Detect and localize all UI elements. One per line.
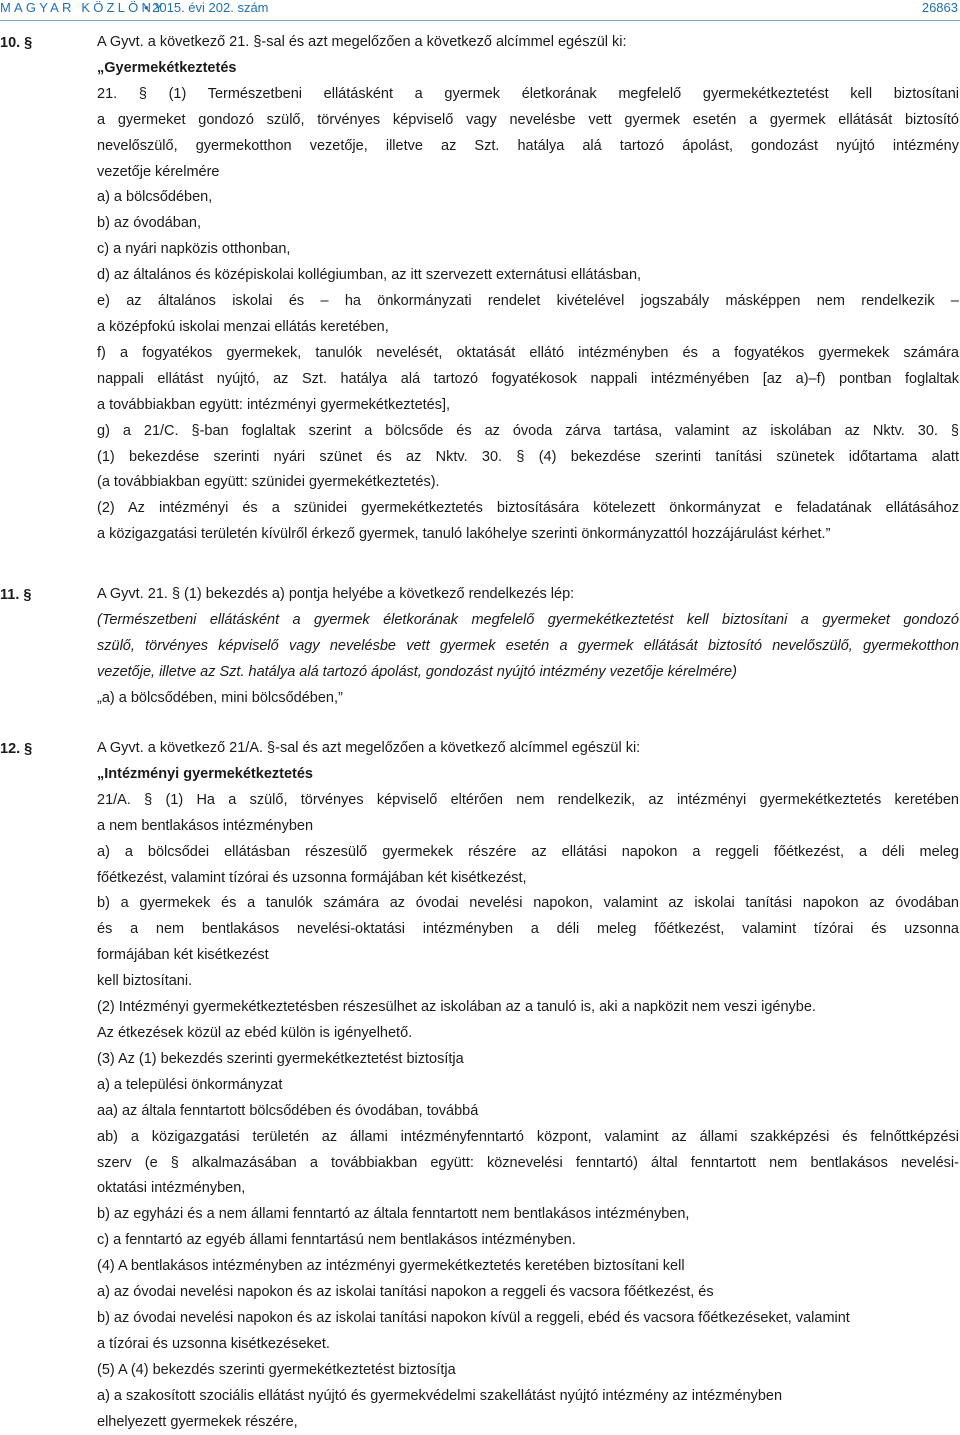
text-line: c) a nyári napközis otthonban, (97, 241, 291, 258)
text-line: (4) A bentlakásos intézményben az intézményi gyermekétkeztetés keretében biztosítani kell (97, 1258, 685, 1275)
text-line: „Gyermekétkeztetés (97, 59, 237, 76)
text-line: a továbbiakban együtt: intézményi gyermekétkeztetés], (97, 396, 451, 413)
text-line: (2) Az intézményi és a szünidei gyermekétkeztetés biztosítására kötelezett önkormányzat e feladatának ellátásához (97, 500, 959, 517)
text-line: b) a gyermekek és a tanulók számára az óvodai nevelési napokon, valamint az iskolai tanítási napokon az óvodában (97, 895, 959, 912)
text-line: d) az általános és középiskolai kollégiumban, az itt szervezett externátusi ellátásban, (97, 267, 642, 284)
text-line: nappali ellátást nyújtó, az Szt. hatálya alá tartozó fogyatékosok nappali intézményében [az a)–f) pontban foglaltak (97, 370, 959, 387)
text-line: g) a 21/C. §-ban foglaltak szerint a bölcsőde és az óvoda zárva tartása, valamint az iskolában az Nktv. 30. § (97, 422, 959, 439)
text-line: f) a fogyatékos gyermekek, tanulók nevelését, oktatását ellátó intézményben és a fogyatékos gyermekek számára (97, 344, 959, 361)
text-line: A Gyvt. 21. § (1) bekezdés a) pontja helyébe a következő rendelkezés lép: (97, 586, 575, 602)
text-line: (5) A (4) bekezdés szerinti gyermekétkeztetést biztosítja (97, 1361, 456, 1378)
section-number: 10. § (0, 35, 33, 51)
text-line: a) a települési önkormányzat (97, 1076, 283, 1093)
text-line: e) az általános iskolai és – ha önkormányzati rendelet kivételével jogszabály másképpen nem rendelkezik – (97, 293, 959, 310)
text-line: a nem bentlakásos intézményben (97, 817, 314, 834)
text-line: a tízórai és uzsonna kisétkezéseket. (97, 1335, 330, 1352)
section-number: 11. § (0, 587, 32, 603)
text-line: b) az óvodában, (97, 215, 201, 232)
header-divider (0, 20, 960, 21)
text-line: főétkezést, valamint tízórai és uzsonna formájában két kisétkezést, (97, 869, 527, 886)
text-line: a gyermeket gondozó szülő, törvényes képviselő vagy nevelésbe vett gyermek esetén a gyermek ellátását biztosító (97, 111, 959, 128)
text-line: elhelyezett gyermekek részére, (97, 1413, 298, 1430)
journal-title: MAGYAR KÖZLÖNY (0, 0, 166, 15)
text-line: b) az óvodai nevelési napokon és az iskolai tanítási napokon kívül a reggeli, ebéd és vacsora főétkezéseket, valamint (97, 1309, 850, 1326)
text-line: szülő, törvényes képviselő vagy nevelésbe vett gyermek esetén a gyermek ellátását biztosító nevelőszülő, gyermekotthon (97, 637, 959, 654)
text-line: formájában két kisétkezést (97, 947, 269, 964)
issue-number: • 2015. évi 202. szám (144, 0, 269, 15)
text-line: 21. § (1) Természetbeni ellátásként a gyermek életkorának megfelelő gyermekétkeztetést kell biztosítani (97, 85, 959, 102)
text-line: a) a szakosított szociális ellátást nyújtó és gyermekvédelmi szakellátást nyújtó intézmény az intézményben (97, 1387, 783, 1404)
text-line: Az étkezések közül az ebéd külön is igényelhető. (97, 1024, 413, 1041)
section-body (97, 582, 959, 712)
text-line: a középfokú iskolai menzai ellátás keretében, (97, 318, 389, 335)
text-line: (a továbbiakban együtt: szünidei gyermekétkeztetés). (97, 474, 440, 491)
text-line: „a) a bölcsődében, mini bölcsődében,” (97, 689, 343, 706)
text-line: vezetője, illetve az Szt. hatálya alá tartozó ápolást, gondozást nyújtó intézmény vezetője kérelmére) (97, 663, 737, 680)
text-line: A Gyvt. a következő 21. §-sal és azt megelőzően a következő alcímmel egészül ki: (97, 34, 627, 50)
text-line: vezetője kérelmére (97, 163, 220, 180)
section-number: 12. § (0, 741, 33, 757)
text-line: b) az egyházi és a nem állami fenntartó az általa fenntartott nem bentlakásos intézményben, (97, 1206, 690, 1223)
text-line: a közigazgatási területén kívülről érkező gyermek, tanuló lakóhelye szerinti önkormányzattól hozzájárulást kérhet.” (97, 526, 831, 543)
section-body (97, 30, 959, 548)
page-header (0, 0, 960, 20)
text-line: nevelőszülő, gyermekotthon vezetője, illetve az Szt. hatálya alá tartozó ápolást, gondozást nyújtó intézmény (97, 137, 959, 154)
text-line: a) a bölcsődében, (97, 189, 213, 206)
text-line: (2) Intézményi gyermekétkeztetésben részesülhet az iskolában az a tanuló is, aki a napközit nem veszi igénybe. (97, 999, 816, 1016)
text-line: ab) a közigazgatási területén az állami intézményfenntartó központ, valamint az állami szakképzési és felnőttképzési (97, 1128, 959, 1145)
text-line: és a nem bentlakásos nevelési-oktatási intézményben a déli meleg főétkezést, valamint tízórai és uzsonna (97, 921, 959, 938)
text-line: (Természetbeni ellátásként a gyermek életkorának megfelelő gyermekétkeztetést kell biztosítani a gyermeket gondozó (97, 611, 959, 628)
text-line: kell biztosítani. (97, 973, 193, 990)
text-line: oktatási intézményben, (97, 1180, 246, 1197)
section-body (97, 736, 959, 1435)
text-line: (1) bekezdése szerinti nyári szünet és az Nktv. 30. § (4) bekezdése szerinti tanítási szünetek időtartama alatt (97, 448, 959, 465)
text-line: 21/A. § (1) Ha a szülő, törvényes képviselő eltérően nem rendelkezik, az intézményi gyermekétkeztetés keretében (97, 791, 959, 808)
text-line: a) az óvodai nevelési napokon és az iskolai tanítási napokon a reggeli és vacsora főétkezést, és (97, 1284, 714, 1301)
page-number: 26863 (921, 0, 958, 15)
text-line: szerv (e § alkalmazásában a továbbiakban együtt: köznevelési fenntartó) által fenntartott nem bentlakásos nevelési- (97, 1154, 959, 1171)
text-line: A Gyvt. a következő 21/A. §-sal és azt megelőzően a következő alcímmel egészül ki: (97, 740, 641, 756)
text-line: aa) az általa fenntartott bölcsődében és óvodában, továbbá (97, 1102, 479, 1119)
text-line: „Intézményi gyermekétkeztetés (97, 765, 313, 782)
text-line: c) a fenntartó az egyéb állami fenntartású nem bentlakásos intézményben. (97, 1232, 576, 1249)
text-line: (3) Az (1) bekezdés szerinti gyermekétkeztetést biztosítja (97, 1050, 464, 1067)
text-line: a) a bölcsődei ellátásban részesülő gyermekek részére az ellátási napokon a reggeli főétkezést, a déli meleg (97, 843, 959, 860)
